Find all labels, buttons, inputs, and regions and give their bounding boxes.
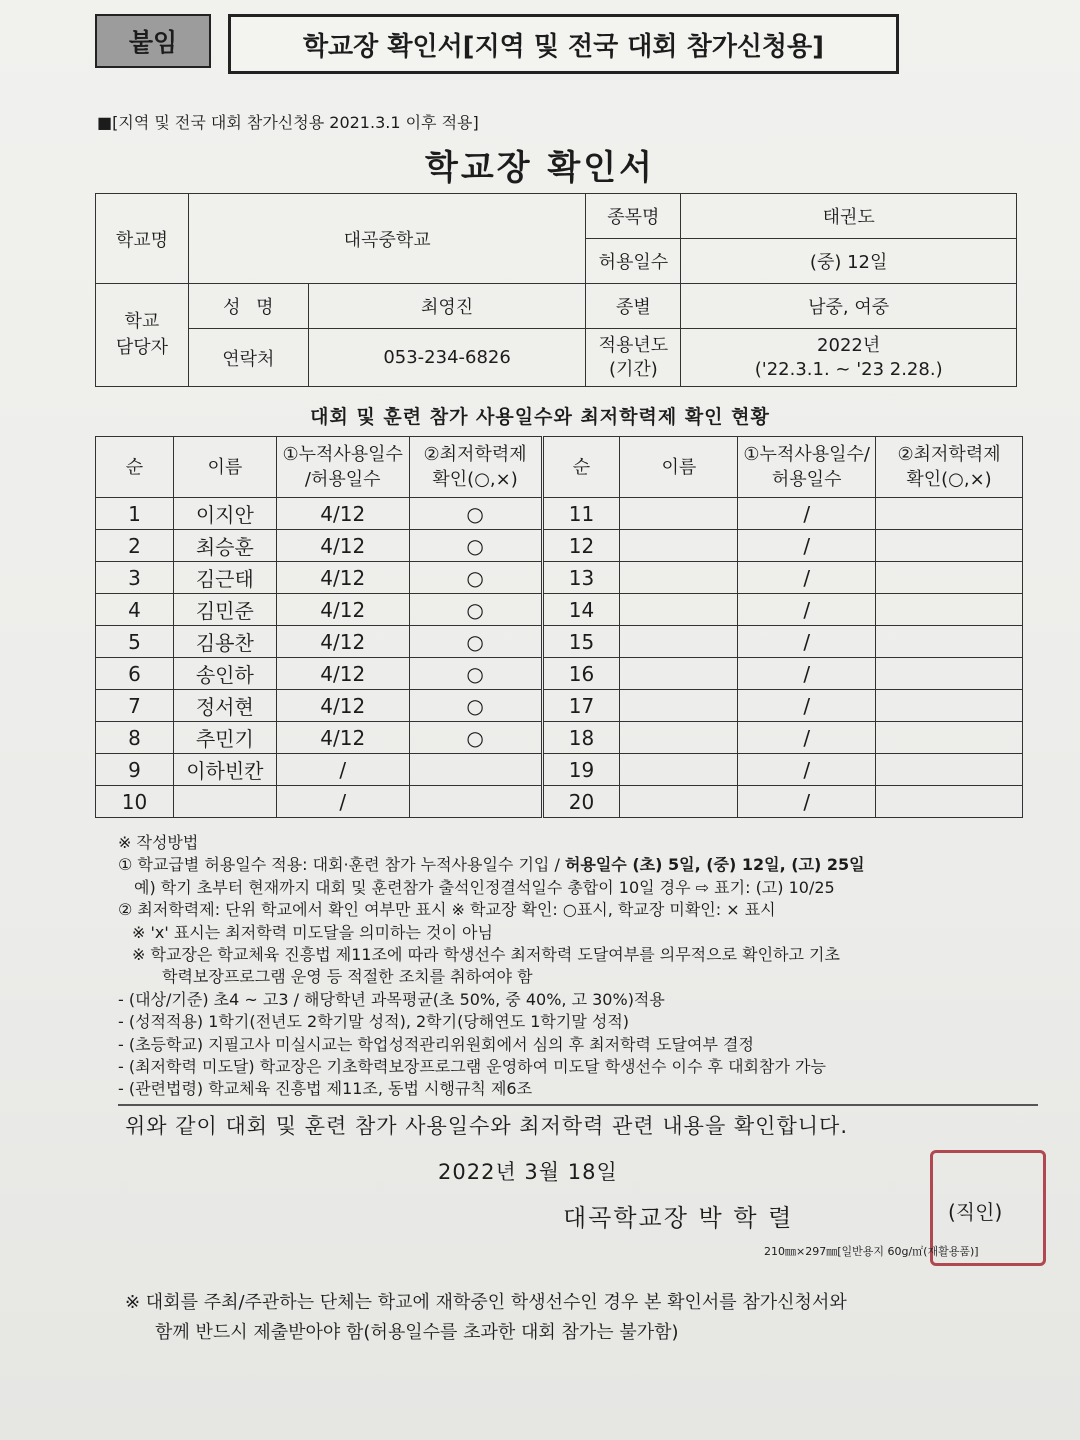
table-row [96,722,1023,754]
right-check-cell [876,626,1023,658]
table-row [96,498,1023,530]
name-label: 성 명 [188,284,308,329]
header-check [409,437,542,498]
left-name-cell: 이지안 [173,498,276,530]
right-days-cell: / [738,562,876,594]
right-days-cell: / [738,594,876,626]
form-banner-title: 학교장 확인서[지역 및 전국 대회 참가신청용] [228,14,899,74]
principal-signature: 대곡학교장 박 학 렬 [563,1204,794,1232]
header-days-line2: /허용일수 [304,469,381,490]
allowed-days-value: (중) 12일 [681,239,1017,284]
left-no-cell: 6 [96,658,174,690]
method-line-6: 학력보장프로그램 운영 등 적절한 조치를 취하여야 함 [162,967,533,987]
right-no-cell: 14 [542,594,620,626]
left-check-cell: ○ [409,498,542,530]
left-name-cell: 김민준 [173,594,276,626]
left-name-cell: 이하빈칸 [173,754,276,786]
right-no-cell: 20 [542,786,620,818]
table-row [96,626,1023,658]
table-row [96,754,1023,786]
left-days-cell: 4/12 [276,498,409,530]
right-check-cell [876,562,1023,594]
year-text: 2022년 [817,334,881,356]
student-table-body [96,498,1023,818]
right-name-cell [620,626,738,658]
applicability-note: ■[지역 및 전국 대회 참가신청용 2021.3.1 이후 적용] [97,113,479,132]
contact-person-label [96,284,189,387]
left-name-cell [173,786,276,818]
paper-size-note: 210㎜×297㎜[일반용지 60g/㎡(재활용품)] [764,1245,979,1258]
right-no-cell: 16 [542,658,620,690]
school-info-table [95,193,1017,387]
page-title: 학교장 확인서 [425,148,655,188]
footnote-line-1: ※ 대회를 주최/주관하는 단체는 학교에 재학중인 학생선수인 경우 본 확인서를 참가신청서와 [125,1292,847,1313]
right-check-cell [876,594,1023,626]
right-no-cell: 11 [542,498,620,530]
left-no-cell: 2 [96,530,174,562]
method-line-11: - (관련법령) 학교체육 진흥법 제11조, 동법 시행규칙 제6조 [118,1079,533,1099]
table-row [96,562,1023,594]
left-days-cell: 4/12 [276,626,409,658]
right-name-cell [620,594,738,626]
left-name-cell: 정서현 [173,690,276,722]
left-days-cell: 4/12 [276,722,409,754]
left-no-cell: 8 [96,722,174,754]
method-line-1a: ① 학교급별 허용일수 적용: 대회·훈련 참가 누적사용일수 기입 / [118,855,565,875]
left-check-cell [409,786,542,818]
attachment-tag: 붙임 [95,14,211,68]
right-days-cell: / [738,754,876,786]
right-check-cell [876,658,1023,690]
header-no: 순 [96,437,174,498]
method-line-10: - (최저학력 미도달) 학교장은 기초학력보장프로그램 운영하여 미도달 학생선수 이수 후 대회참가 가능 [118,1057,826,1077]
left-check-cell: ○ [409,626,542,658]
right-name-cell [620,786,738,818]
confirmation-statement: 위와 같이 대회 및 훈련 참가 사용일수와 최저학력 관련 내용을 확인합니다. [125,1114,849,1138]
left-days-cell: 4/12 [276,594,409,626]
header-no-right: 순 [542,437,620,498]
left-check-cell: ○ [409,594,542,626]
header-check-right-line1: ②최저학력제 [897,444,1001,465]
method-line-4: ※ 'x' 표시는 최저학력 미도달을 의미하는 것이 아님 [132,922,493,942]
right-days-cell: / [738,498,876,530]
header-name-right: 이름 [620,437,738,498]
year-label-line2: (기간) [608,358,658,380]
period-text: ('22.3.1. ~ '23 2.28.) [754,358,943,380]
left-name-cell: 김근태 [173,562,276,594]
method-line-1b: 허용일수 (초) 5일, (중) 12일, (고) 25일 [564,855,865,875]
method-title: ※ 작성방법 [118,833,199,852]
right-check-cell [876,690,1023,722]
header-check-right-line2: 확인(○,×) [906,469,992,490]
seal-label: (직인) [948,1200,1003,1224]
right-days-cell: / [738,722,876,754]
method-line-8: - (성적적용) 1학기(전년도 2학기말 성적), 2학기(당해연도 1학기말 성적) [118,1012,630,1032]
method-line-2: 예) 학기 초부터 현재까지 대회 및 훈련참가 출석인정결석일수 총합이 10일 경우 ⇨ 표기: (고) 10/25 [134,877,835,897]
right-days-cell: / [738,658,876,690]
divider [118,1104,1038,1106]
right-name-cell [620,530,738,562]
left-check-cell: ○ [409,722,542,754]
right-name-cell [620,754,738,786]
header-days-line1: ①누적사용일수 [282,444,403,465]
right-check-cell [876,754,1023,786]
left-days-cell: 4/12 [276,690,409,722]
year-value [681,329,1017,387]
right-check-cell [876,530,1023,562]
contact-person-label-line1: 학교 [124,311,160,332]
left-no-cell: 5 [96,626,174,658]
header-check-line1: ②최저학력제 [423,444,527,465]
method-line-5: ※ 학교장은 학교체육 진흥법 제11조에 따라 학생선수 최저학력 도달여부를 의무적으로 확인하고 기초 [132,945,840,965]
category-value: 남중, 여중 [681,284,1017,329]
right-name-cell [620,658,738,690]
right-days-cell: / [738,626,876,658]
right-days-cell: / [738,786,876,818]
right-days-cell: / [738,530,876,562]
right-days-cell: / [738,690,876,722]
left-no-cell: 3 [96,562,174,594]
right-check-cell [876,722,1023,754]
left-days-cell: 4/12 [276,530,409,562]
footnote [125,1288,847,1348]
header-days-right-line1: ①누적사용일수/ [743,444,870,465]
writing-method [118,832,1048,1101]
sport-value: 태권도 [681,194,1017,239]
header-days-right [738,437,876,498]
left-days-cell: 4/12 [276,658,409,690]
phone-value: 053-234-6826 [308,329,586,387]
header-days-right-line2: 허용일수 [771,469,842,490]
table-row [96,658,1023,690]
right-no-cell: 13 [542,562,620,594]
right-check-cell [876,498,1023,530]
section-title: 대회 및 훈련 참가 사용일수와 최저학력제 확인 현황 [310,406,770,428]
name-value: 최영진 [308,284,586,329]
header-check-right [876,437,1023,498]
left-days-cell: / [276,786,409,818]
left-check-cell: ○ [409,658,542,690]
category-label: 종별 [586,284,681,329]
table-row [96,530,1023,562]
student-table-header [96,437,1023,498]
right-name-cell [620,562,738,594]
right-no-cell: 15 [542,626,620,658]
left-days-cell: 4/12 [276,562,409,594]
right-check-cell [876,786,1023,818]
year-label-line1: 적용년도 [598,334,669,356]
left-no-cell: 9 [96,754,174,786]
right-no-cell: 18 [542,722,620,754]
left-no-cell: 10 [96,786,174,818]
table-row [96,690,1023,722]
right-name-cell [620,722,738,754]
header-check-line2: 확인(○,×) [432,469,518,490]
table-row [96,594,1023,626]
left-check-cell: ○ [409,530,542,562]
method-line-1 [118,854,1048,876]
year-label [586,329,681,387]
phone-label: 연락처 [188,329,308,387]
right-name-cell [620,690,738,722]
header-name: 이름 [173,437,276,498]
right-no-cell: 17 [542,690,620,722]
header-days [276,437,409,498]
left-check-cell [409,754,542,786]
school-name-value: 대곡중학교 [188,194,586,284]
right-no-cell: 12 [542,530,620,562]
left-no-cell: 1 [96,498,174,530]
footnote-line-2: 함께 반드시 제출받아야 함(허용일수를 초과한 대회 참가는 불가함) [155,1322,679,1343]
method-line-7: - (대상/기준) 초4 ~ 고3 / 해당학년 과목평균(초 50%, 중 40%, 고 30%)적용 [118,989,665,1009]
student-table [95,436,1023,818]
left-name-cell: 최승훈 [173,530,276,562]
left-no-cell: 7 [96,690,174,722]
allowed-days-label: 허용일수 [586,239,681,284]
sport-label: 종목명 [586,194,681,239]
left-name-cell: 김용찬 [173,626,276,658]
table-row [96,786,1023,818]
right-name-cell [620,498,738,530]
left-check-cell: ○ [409,562,542,594]
issue-date: 2022년 3월 18일 [438,1160,618,1184]
left-check-cell: ○ [409,690,542,722]
left-no-cell: 4 [96,594,174,626]
method-line-9: - (초등학교) 지필고사 미실시교는 학업성적관리위원회에서 심의 후 최저학력 도달여부 결정 [118,1034,754,1054]
method-line-3: ② 최저학력제: 단위 학교에서 확인 여부만 표시 ※ 학교장 확인: ○표시, 학교장 미확인: × 표시 [118,900,776,920]
left-name-cell: 송인하 [173,658,276,690]
right-no-cell: 19 [542,754,620,786]
contact-person-label-line2: 담당자 [115,337,169,358]
school-name-label: 학교명 [96,194,189,284]
left-days-cell: / [276,754,409,786]
left-name-cell: 추민기 [173,722,276,754]
